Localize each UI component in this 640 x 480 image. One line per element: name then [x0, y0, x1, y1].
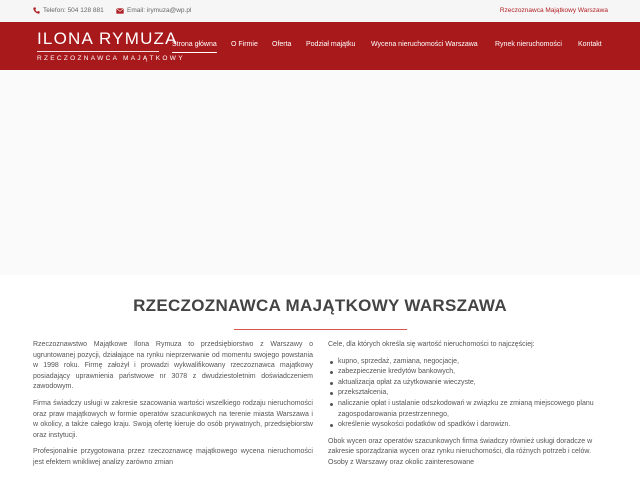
intro-column-left — [33, 340, 313, 475]
list-item: przekształcenia, — [328, 388, 600, 399]
heading-divider — [234, 329, 407, 330]
advisory-paragraph: Obok wycen oraz operatów szacunkowych firma świadczy również usługi doradcze w zakresie sporządzania wycen oraz rynku nieruchomości, dla różnych potrzeb i celów. Osoby z Warszawy oraz okolic zainteresowane — [328, 437, 593, 466]
menu-item-contact[interactable]: Kontakt — [578, 41, 602, 48]
main-header — [0, 22, 640, 70]
page-heading: RZECZOZNAWCA MAJĄTKOWY WARSZAWA — [133, 296, 507, 315]
services-paragraph: Firma świadczy usługi w zakresie szacowania wartości wszelkiego rodzaju nieruchomości oraz praw majątkowych w formie operatów szacunkowych na terenie miasta Warszawa i w okolicy, a także całego kraju. Swoją ofertę kieruje do osób prywatnych, przedsiębiorstw oraz instytucji. — [33, 399, 313, 439]
logo-title: ILONA RYMUZA — [37, 29, 178, 48]
purposes-list — [328, 357, 600, 431]
menu-item-home[interactable]: Strona główna — [172, 41, 217, 53]
site-title-link[interactable]: Rzeczoznawca Majątkowy Warszawa — [499, 7, 608, 14]
menu-item-property-division[interactable]: Podział majątku — [306, 41, 356, 48]
phone-label: Telefon: 504 128 881 — [43, 7, 104, 14]
logo-subtitle: RZECZOZNAWCA MAJĄTKOWY — [37, 55, 185, 62]
list-item: zabezpieczenie kredytów bankowych, — [328, 367, 600, 378]
menu-item-real-estate-market[interactable]: Rynek nieruchomości — [495, 41, 562, 48]
list-item: określenie wysokości podatków od spadków i darowizn. — [328, 420, 600, 431]
list-item: kupno, sprzedaż, zamiana, negocjacje, — [328, 357, 600, 368]
purposes-column-right — [328, 340, 600, 475]
list-item: aktualizacja opłat za użytkowanie wieczyste, — [328, 378, 600, 389]
phone-contact[interactable] — [33, 7, 104, 14]
menu-item-valuation-warsaw[interactable]: Wycena nieruchomości Warszawa — [371, 41, 478, 48]
email-contact[interactable] — [116, 7, 191, 14]
email-label: Email: irymuza@wp.pl — [127, 7, 192, 14]
envelope-icon — [116, 8, 124, 14]
hero-banner — [0, 70, 640, 275]
top-contact-bar — [0, 0, 640, 22]
phone-icon — [33, 7, 40, 14]
menu-item-about[interactable]: O Firmie — [231, 41, 258, 48]
intro-paragraph: Rzeczoznawstwo Majątkowe Ilona Rymuza to przedsiębiorstwo z Warszawy o ugruntowanej pozycji, działające na rynku nieprzerwanie od momentu swojego powstania w 1998 roku. Firmę założył i prowadzi wykwalifikowany rzeczoznawca majątkowy posiadający uprawnienia państwowe nr 3078 z dwudziestoletnim doświadczeniem zawodowym. — [33, 341, 313, 391]
list-item: naliczanie opłat i ustalanie odszkodowań w związku ze zmianą miejscowego planu zagospodarowania przestrzennego, — [328, 399, 600, 420]
main-menu — [0, 22, 640, 70]
purposes-intro: Cele, dla których określa się wartość nieruchomości to najczęściej: — [328, 341, 535, 348]
analysis-paragraph: Profesjonalnie przygotowana przez rzeczoznawcę majątkowego wycena nieruchomości jest efektem wnikliwej analizy zarówno zmian — [33, 448, 313, 466]
menu-item-offer[interactable]: Oferta — [272, 41, 292, 48]
